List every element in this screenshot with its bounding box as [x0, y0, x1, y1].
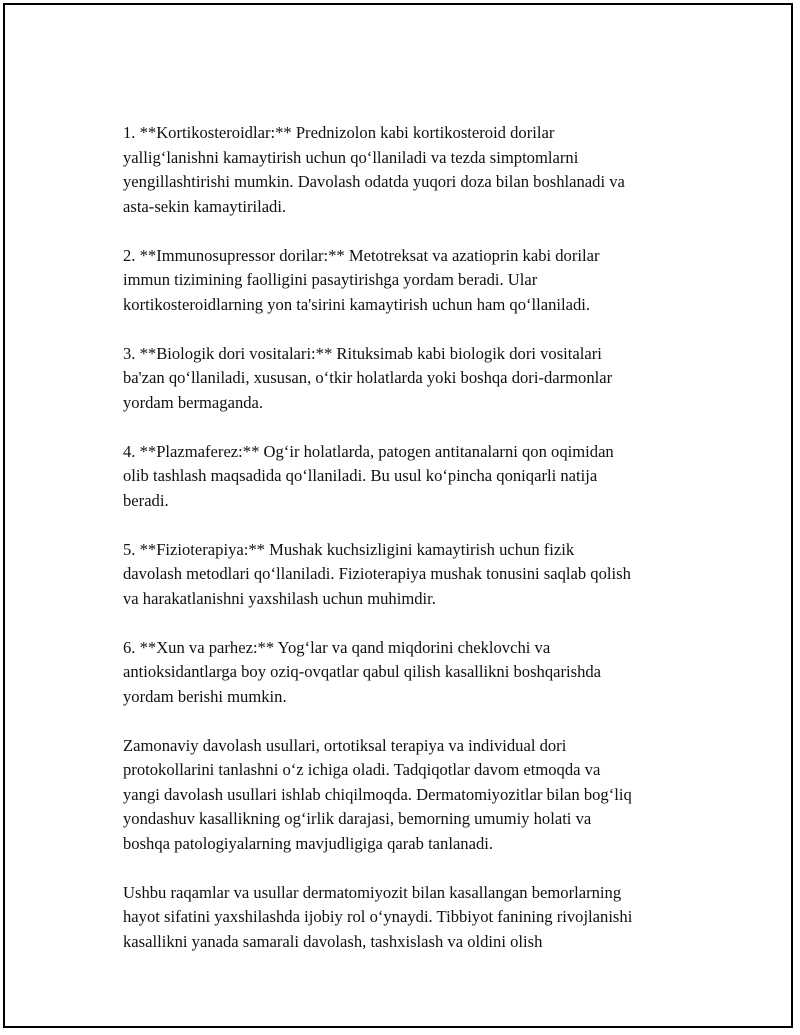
paragraph-zamonaviy-davolash: Zamonaviy davolash usullari, ortotiksal terapiya va individual dori protokollarini tanlashni o‘z ichiga oladi. Tadqiqotlar davom etmoqda va yangi davolash usullari ishlab chiqilmoqda. Dermatomiyozitlar bilan bog‘liq yondashuv kasallikning og‘irlik darajasi, bemorning umumiy holati va boshqa patologiyalarning mavjudligiga qarab tanlanadi.: [123, 735, 632, 853]
paragraph-ushbu-raqamlar: Ushbu raqamlar va usullar dermatomiyozit bilan kasallangan bemorlarning hayot sifatini yaxshilashda ijobiy rol o‘ynaydi. Tibbiyot fanining rivojlanishi kasallikni yanada samarali davolash, tashxislash va oldini olish: [123, 882, 633, 951]
document-page: [3, 3, 793, 1028]
paragraph-fizioterapiya: 5. **Fizioterapiya:** Mushak kuchsizligini kamaytirish uchun fizik davolash metodlari qo‘llaniladi. Fizioterapiya mushak tonusini saqlab qolish va harakatlanishni yaxshilash uchun muhimdir.: [123, 539, 631, 608]
paragraph-immunosupressor: 2. **Immunosupressor dorilar:** Metotreksat va azatioprin kabi dorilar immun tizimining faolligini pasaytirishga yordam beradi. Ular kortikosteroidlarning yon ta'sirini kamaytirish uchun ham qo‘llaniladi.: [123, 245, 600, 314]
document-body: [123, 121, 703, 979]
paragraph-kortikosteroidlar: 1. **Kortikosteroidlar:** Prednizolon kabi kortikosteroid dorilar yallig‘lanishni kamaytirish uchun qo‘llaniladi va tezda simptomlarni yengillashtirishi mumkin. Davolash odatda yuqori doza bilan boshlanadi va asta-sekin kamaytiriladi.: [123, 123, 625, 216]
paragraph-biologik: 3. **Biologik dori vositalari:** Rituksimab kabi biologik dori vositalari ba'zan qo‘llaniladi, xususan, o‘tkir holatlarda yoki boshqa dori-darmonlar yordam bermaganda.: [123, 343, 613, 412]
paragraph-xun-va-parhez: 6. **Xun va parhez:** Yog‘lar va qand miqdorini cheklovchi va antioksidantlarga boy oziq-ovqatlar qabul qilish kasallikni boshqarishda yordam berishi mumkin.: [123, 637, 602, 706]
paragraph-plazmaferez: 4. **Plazmaferez:** Og‘ir holatlarda, patogen antitanalarni qon oqimidan olib tashlash maqsadida qo‘llaniladi. Bu usul ko‘pincha qoniqarli natija beradi.: [123, 441, 614, 510]
